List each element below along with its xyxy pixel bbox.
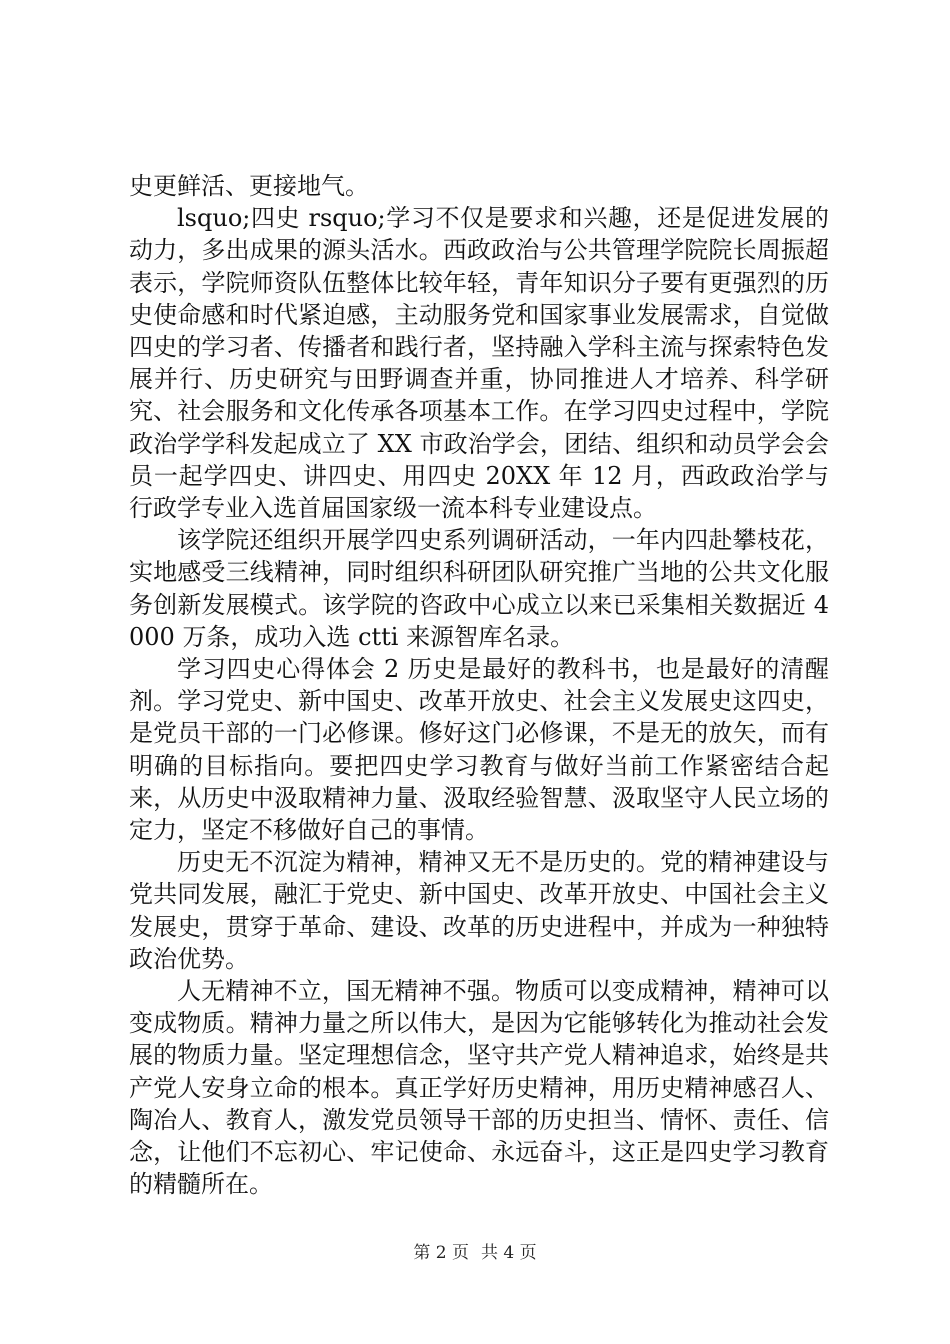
page-footer	[0, 1241, 950, 1265]
paragraph-1: 史更鲜活、更接地气。	[129, 172, 369, 200]
page-number: 第 2 页	[413, 1243, 469, 1263]
page-total: 共 4 页	[481, 1243, 537, 1263]
paragraph-5: 历史无不沉淀为精神，精神又无不是历史的。党的精神建设与党共同发展，融汇于党史、新中国史、改革开放史、中国社会主义发展史，贯穿于革命、建设、改革的历史进程中，并成为一种独特政治优势。	[129, 848, 829, 973]
paragraph-6: 人无精神不立，国无精神不强。物质可以变成精神，精神可以变成物质。精神力量之所以伟大，是因为它能够转化为推动社会发展的物质力量。坚定理想信念，坚守共产党人精神追求，始终是共产党人安身立命的根本。真正学好历史精神，用历史精神感召人、陶冶人、教育人，激发党员领导干部的历史担当、情怀、责任、信念，让他们不忘初心、牢记使命、永远奋斗，这正是四史学习教育的精髓所在。	[129, 977, 829, 1199]
document-body	[129, 170, 829, 1201]
paragraph-2: lsquo;四史 rsquo;学习不仅是要求和兴趣，还是促进发展的动力，多出成果的源头活水。西政政治与公共管理学院院长周振超表示，学院师资队伍整体比较年轻，青年知识分子要有更强烈的历史使命感和时代紧迫感，主动服务党和国家事业发展需求，自觉做四史的学习者、传播者和践行者，坚持融入学科主流与探索特色发展并行、历史研究与田野调查并重，协同推进人才培养、科学研究、社会服务和文化传承各项基本工作。在学习四史过程中，学院政治学学科发起成立了 XX 市政治学会，团结、组织和动员学会会员一起学四史、讲四史、用四史 20XX 年 12 月，西政政治学与行政学专业入选首届国家级一流本科专业建设点。	[129, 204, 829, 523]
paragraph-3: 该学院还组织开展学四史系列调研活动，一年内四赴攀枝花，实地感受三线精神，同时组织科研团队研究推广当地的公共文化服务创新发展模式。该学院的咨政中心成立以来已采集相关数据近 4000 万条，成功入选 ctti 来源智库名录。	[129, 526, 829, 651]
paragraph-4: 学习四史心得体会 2 历史是最好的教科书，也是最好的清醒剂。学习党史、新中国史、改革开放史、社会主义发展史这四史，是党员干部的一门必修课。修好这门必修课，不是无的放矢，而有明确的目标指向。要把四史学习教育与做好当前工作紧密结合起来，从历史中汲取精神力量、汲取经验智慧、汲取坚守人民立场的定力，坚定不移做好自己的事情。	[129, 655, 829, 845]
